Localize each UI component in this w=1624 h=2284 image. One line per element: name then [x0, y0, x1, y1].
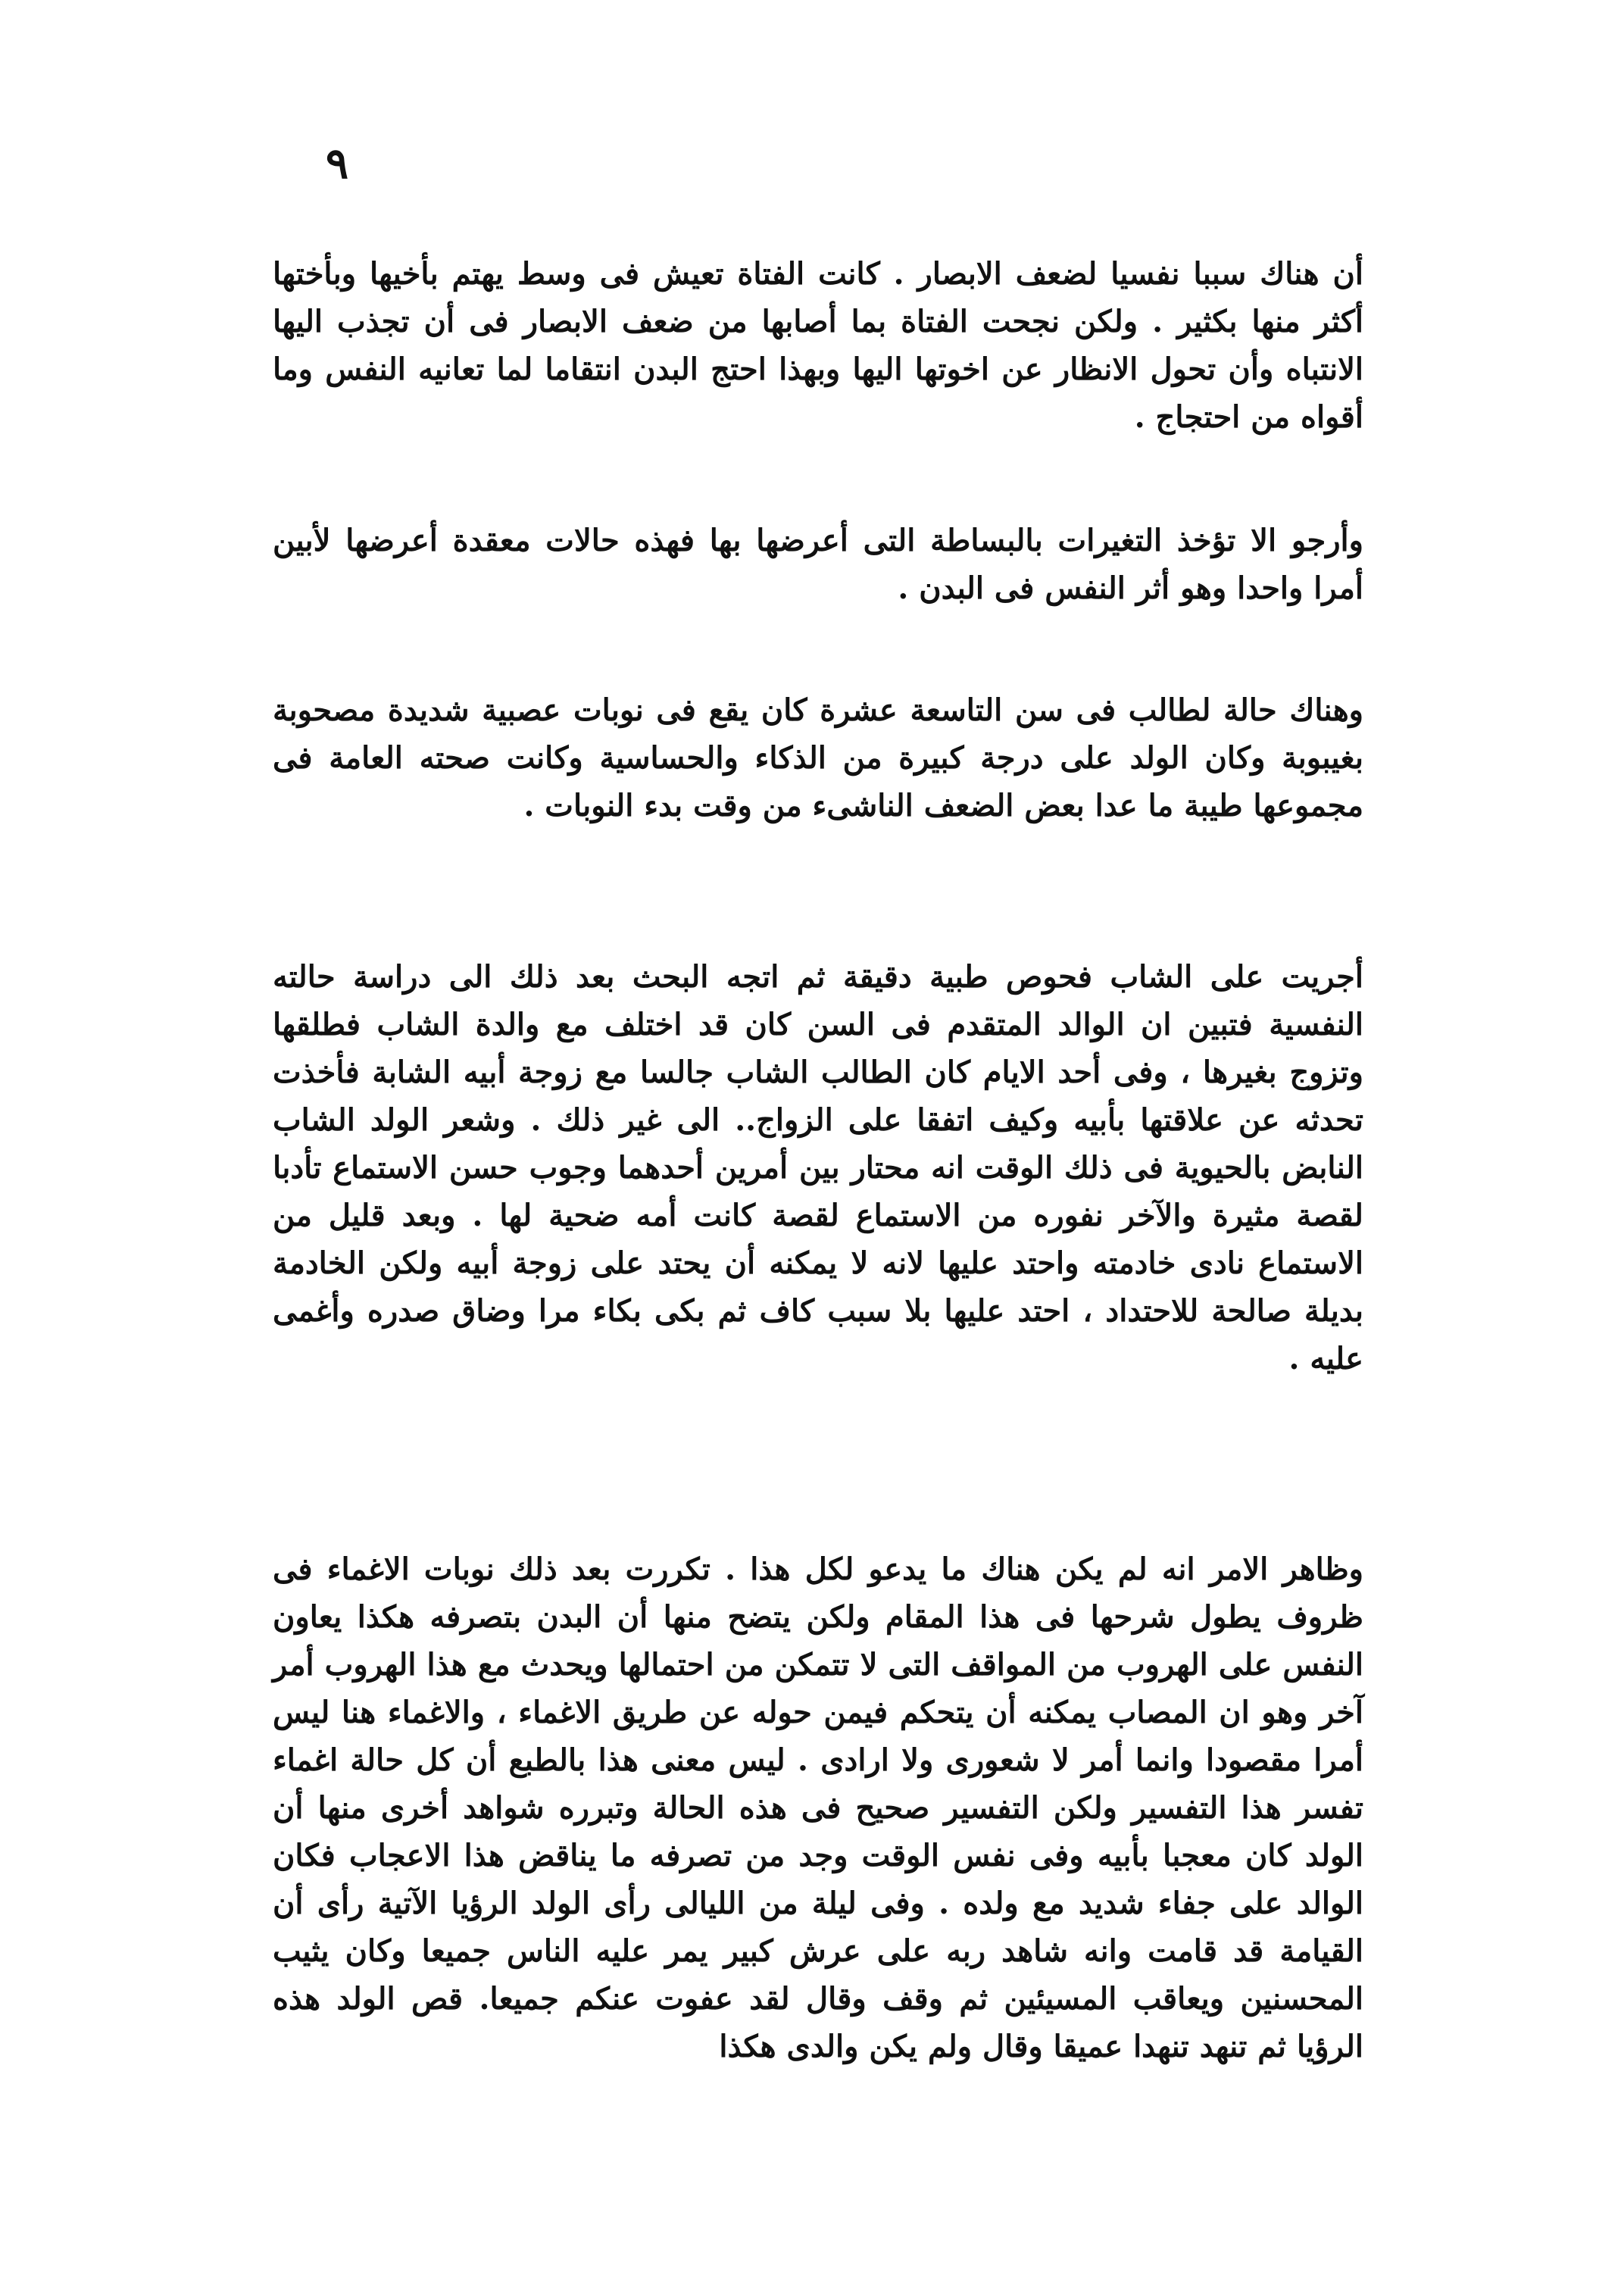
paragraph-2-container	[273, 517, 1363, 612]
paragraph-2: وأرجو الا تؤخذ التغيرات بالبساطة التى أعرضها بها فهذه حالات معقدة أعرضها لأبين أمرا واحدا وهو أثر النفس فى البدن .	[273, 523, 1363, 606]
paragraph-4-container	[273, 953, 1363, 1383]
paragraph-1-container	[273, 250, 1363, 441]
paragraph-3: وهناك حالة لطالب فى سن التاسعة عشرة كان يقع فى نوبات عصبية شديدة مصحوبة بغيبوبة وكان الولد على درجة كبيرة من الذكاء والحساسية وكانت صحته العامة فى مجموعها طيبة ما عدا بعض الضعف الناشىء من وقت بدء النوبات .	[273, 692, 1363, 823]
paragraph-1: أن هناك سببا نفسيا لضعف الابصار . كانت الفتاة تعيش فى وسط يهتم بأخيها وبأختها أكثر منها بكثير . ولكن نجحت الفتاة بما أصابها من ضعف الابصار فى أن تجذب اليها الانتباه وأن تحول الانظار عن اخوتها اليها وبهذا احتج البدن انتقاما لما تعانيه النفس وما أقواه من احتجاج .	[273, 256, 1363, 435]
paragraph-4: أجريت على الشاب فحوص طبية دقيقة ثم اتجه البحث بعد ذلك الى دراسة حالته النفسية فتبين ان الوالد المتقدم فى السن كان قد اختلف مع والدة الشاب فطلقها وتزوج بغيرها ، وفى أحد الايام كان الطالب الشاب جالسا مع زوجة أبيه الشابة فأخذت تحدثه عن علاقتها بأبيه وكيف اتفقا على الزواج.. الى غير ذلك . وشعر الولد الشاب النابض بالحيوية فى ذلك الوقت انه محتار بين أمرين أحدهما وجوب حسن الاستماع تأدبا لقصة مثيرة والآخر نفوره من الاستماع لقصة كانت أمه ضحية لها . وبعد قليل من الاستماع نادى خادمته واحتد عليها لانه لا يمكنه أن يحتد على زوجة أبيه ولكن الخادمة بديلة صالحة للاحتداد ، احتد عليها بلا سبب كاف ثم بكى بكاء مرا وضاق صدره وأغمى عليه .	[273, 959, 1363, 1376]
page-number: ٩	[325, 139, 349, 189]
paragraph-5-container	[273, 1545, 1363, 2070]
paragraph-3-container	[273, 686, 1363, 830]
paragraph-5: وظاهر الامر انه لم يكن هناك ما يدعو لكل هذا . تكررت بعد ذلك نوبات الاغماء فى ظروف يطول شرحها فى هذا المقام ولكن يتضح منها أن البدن بتصرفه هكذا يعاون النفس على الهروب من المواقف التى لا تتمكن من احتمالها ويحدث مع هذا الهروب أمر آخر وهو ان المصاب يمكنه أن يتحكم فيمن حوله عن طريق الاغماء ، والاغماء هنا ليس أمرا مقصودا وانما أمر لا شعورى ولا ارادى . ليس معنى هذا بالطبع أن كل حالة اغماء تفسر هذا التفسير ولكن التفسير صحيح فى هذه الحالة وتبرره شواهد أخرى منها أن الولد كان معجبا بأبيه وفى نفس الوقت وجد من تصرفه ما يناقض هذا الاعجاب فكان الوالد على جفاء شديد مع ولده . وفى ليلة من الليالى رأى الولد الرؤيا الآتية رأى أن القيامة قد قامت وانه شاهد ربه على عرش كبير يمر عليه الناس جميعا وكان يثيب المحسنين ويعاقب المسيئين ثم وقف وقال لقد عفوت عنكم جميعا. قص الولد هذه الرؤيا ثم تنهد تنهدا عميقا وقال ولم يكن والدى هكذا	[273, 1551, 1363, 2064]
